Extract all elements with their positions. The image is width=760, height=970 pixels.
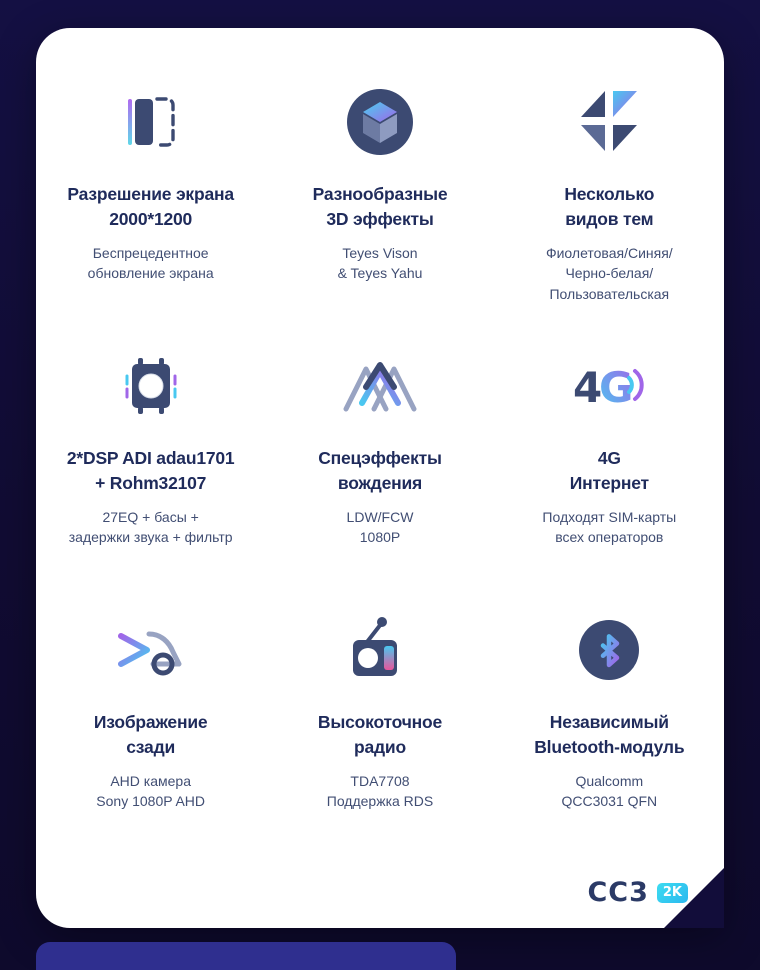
driving-chevrons-icon xyxy=(332,336,428,436)
4g-signal-icon xyxy=(563,336,655,436)
feature-item-themes xyxy=(495,72,724,332)
svg-text:G: G xyxy=(599,363,634,412)
feature-title: 4G Интернет xyxy=(569,448,649,493)
feature-item-rear-camera xyxy=(36,600,265,860)
feature-subtitle: AHD камера Sony 1080P AHD xyxy=(96,772,206,810)
feature-title: Разрешение экрана 2000*1200 xyxy=(67,184,234,229)
screen-resolution-icon xyxy=(114,72,188,172)
feature-item-driving-effects xyxy=(265,336,494,596)
feature-subtitle: LDW/FCW 1080P xyxy=(346,508,414,546)
feature-title: 2*DSP ADI adau1701 + Rohm32107 xyxy=(66,448,235,493)
feature-subtitle: TDA7708 Поддержка RDS xyxy=(326,772,434,810)
feature-subtitle: Qualcomm QCC3031 QFN xyxy=(561,772,658,810)
feature-item-3d-effects xyxy=(265,72,494,332)
feature-subtitle: 27EQ + басы + задержки звука + фильтр xyxy=(68,508,233,546)
bottom-strip xyxy=(36,942,456,970)
brand-badge-2k: 2K xyxy=(657,883,688,903)
feature-subtitle: Подходят SIM-карты всех операторов xyxy=(542,508,677,546)
cube-3d-effects-icon xyxy=(341,72,419,172)
dsp-chip-icon xyxy=(110,336,192,436)
feature-subtitle: Фиолетовая/Синяя/ Черно-белая/ Пользовательская xyxy=(545,244,673,303)
feature-grid xyxy=(36,72,724,860)
feature-title: Высокоточное радио xyxy=(317,712,443,757)
bluetooth-icon xyxy=(570,600,648,700)
feature-item-dsp xyxy=(36,336,265,596)
feature-subtitle: Беспрецедентное обновление экрана xyxy=(87,244,214,282)
feature-item-radio xyxy=(265,600,494,860)
svg-text:4: 4 xyxy=(573,363,603,412)
feature-subtitle: Teyes Vison & Teyes Yahu xyxy=(337,244,423,282)
feature-title: Спецэффекты вождения xyxy=(318,448,442,493)
feature-item-bluetooth xyxy=(495,600,724,860)
feature-card xyxy=(36,28,724,928)
feature-title: Независимый Bluetooth-модуль xyxy=(534,712,685,757)
radio-icon xyxy=(337,600,423,700)
feature-title: Разнообразные 3D эффекты xyxy=(312,184,448,229)
themes-icon xyxy=(569,72,649,172)
feature-item-4g-internet xyxy=(495,336,724,596)
feature-title: Изображение сзади xyxy=(93,712,208,757)
rear-camera-icon xyxy=(103,600,199,700)
brand-name: CC3 xyxy=(587,877,649,908)
brand-logo xyxy=(587,877,688,908)
feature-title: Несколько видов тем xyxy=(564,184,655,229)
feature-item-screen-resolution xyxy=(36,72,265,332)
